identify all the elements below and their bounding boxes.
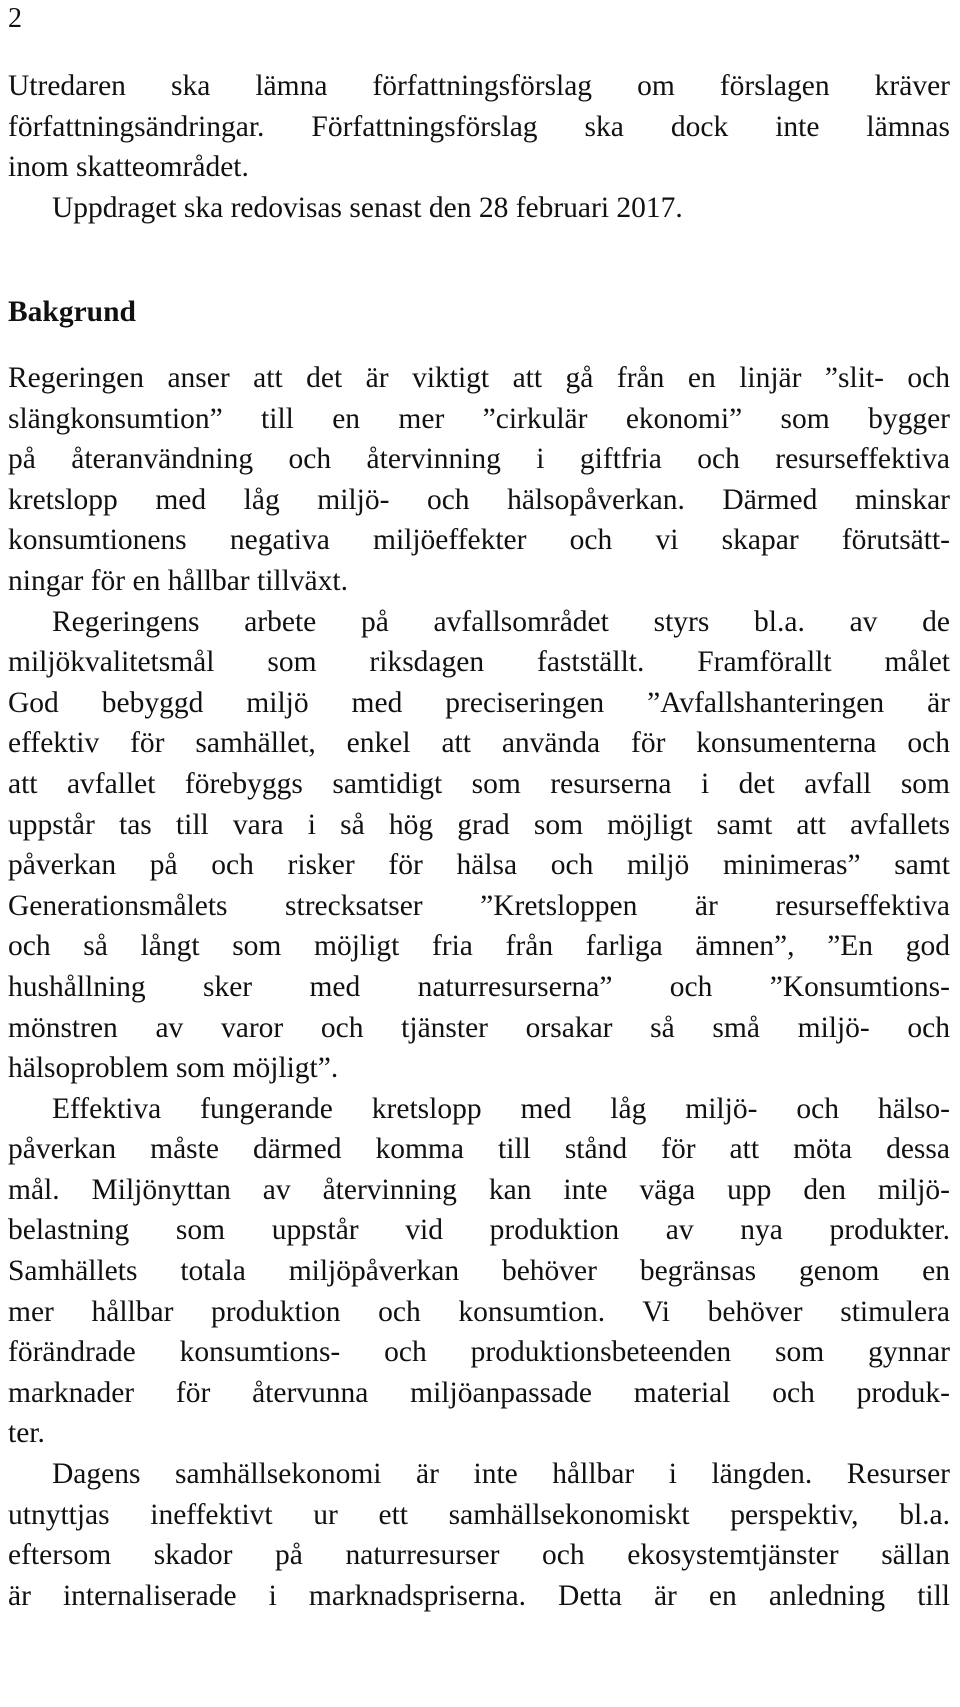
body-line: hushållning sker med naturresurserna” och ”Konsumtions- [8, 970, 950, 1003]
body-line: mer hållbar produktion och konsumtion. Vi behöver stimulera [8, 1295, 950, 1328]
body-line: marknader för återvunna miljöanpassade material och produk- [8, 1376, 950, 1409]
body-line: förändrade konsumtions- och produktionsbeteenden som gynnar [8, 1336, 950, 1369]
body-line: påverkan måste därmed komma till stånd för att möta dessa [8, 1133, 950, 1166]
body-line: Regeringen anser att det är viktigt att gå från en linjär ”slit- och [8, 362, 950, 394]
body-line: Effektiva fungerande kretslopp med låg miljö- och hälso- [52, 1092, 950, 1125]
body-line: hälsoproblem som möjligt”. [8, 1052, 339, 1085]
body-line: effektiv för samhället, enkel att använda för konsumenterna och [8, 727, 950, 760]
intro-line: inom skatteområdet. [8, 151, 249, 184]
body-line: Regeringens arbete på avfallsområdet styrs bl.a. av de [52, 605, 950, 638]
body-line: är internaliserade i marknadspriserna. Detta är en anledning till [8, 1579, 950, 1612]
body-line: miljökvalitetsmål som riksdagen fastställt. Framförallt målet [8, 646, 950, 679]
body-line: ningar för en hållbar tillväxt. [8, 564, 348, 597]
body-line: ter. [8, 1417, 45, 1450]
section-heading: Bakgrund [8, 296, 136, 328]
body-line: mönstren av varor och tjänster orsakar så små miljö- och [8, 1011, 950, 1044]
body-line: kretslopp med låg miljö- och hälsopåverkan. Därmed minskar [8, 483, 950, 516]
body-line: uppstår tas till vara i så hög grad som möjligt samt att avfallets [8, 808, 950, 841]
body-line: påverkan på och risker för hälsa och miljö minimeras” samt [8, 849, 950, 882]
body-line: Dagens samhällsekonomi är inte hållbar i längden. Resurser [52, 1458, 950, 1491]
intro-line: Utredaren ska lämna författningsförslag om förslagen kräver [8, 70, 950, 102]
body-line: mål. Miljönyttan av återvinning kan inte väga upp den miljö- [8, 1173, 950, 1206]
body-line: utnyttjas ineffektivt ur ett samhällsekonomiskt perspektiv, bl.a. [8, 1498, 950, 1531]
intro-line: författningsändringar. Författningsförslag ska dock inte lämnas [8, 110, 950, 143]
body-line: belastning som uppstår vid produktion av nya produkter. [8, 1214, 950, 1247]
body-line: eftersom skador på naturresurser och ekosystemtjänster sällan [8, 1539, 950, 1572]
intro-section [8, 66, 950, 228]
body-line: att avfallet förebyggs samtidigt som resurserna i det avfall som [8, 767, 950, 800]
body-line: på återanvändning och återvinning i giftfria och resurseffektiva [8, 443, 950, 476]
body-line: konsumtionens negativa miljöeffekter och vi skapar förutsätt- [8, 524, 950, 557]
page-number: 2 [8, 3, 22, 34]
body-line: God bebyggd miljö med preciseringen ”Avfallshanteringen är [8, 686, 950, 719]
body-line: slängkonsumtion” till en mer ”cirkulär ekonomi” som bygger [8, 402, 950, 435]
body-line: Samhällets totala miljöpåverkan behöver begränsas genom en [8, 1255, 950, 1288]
body-line: Generationsmålets strecksatser ”Kretsloppen är resurseffektiva [8, 889, 950, 922]
intro-line: Uppdraget ska redovisas senast den 28 februari 2017. [52, 191, 683, 224]
body-line: och så långt som möjligt fria från farliga ämnen”, ”En god [8, 930, 950, 963]
body-text [8, 358, 950, 1616]
